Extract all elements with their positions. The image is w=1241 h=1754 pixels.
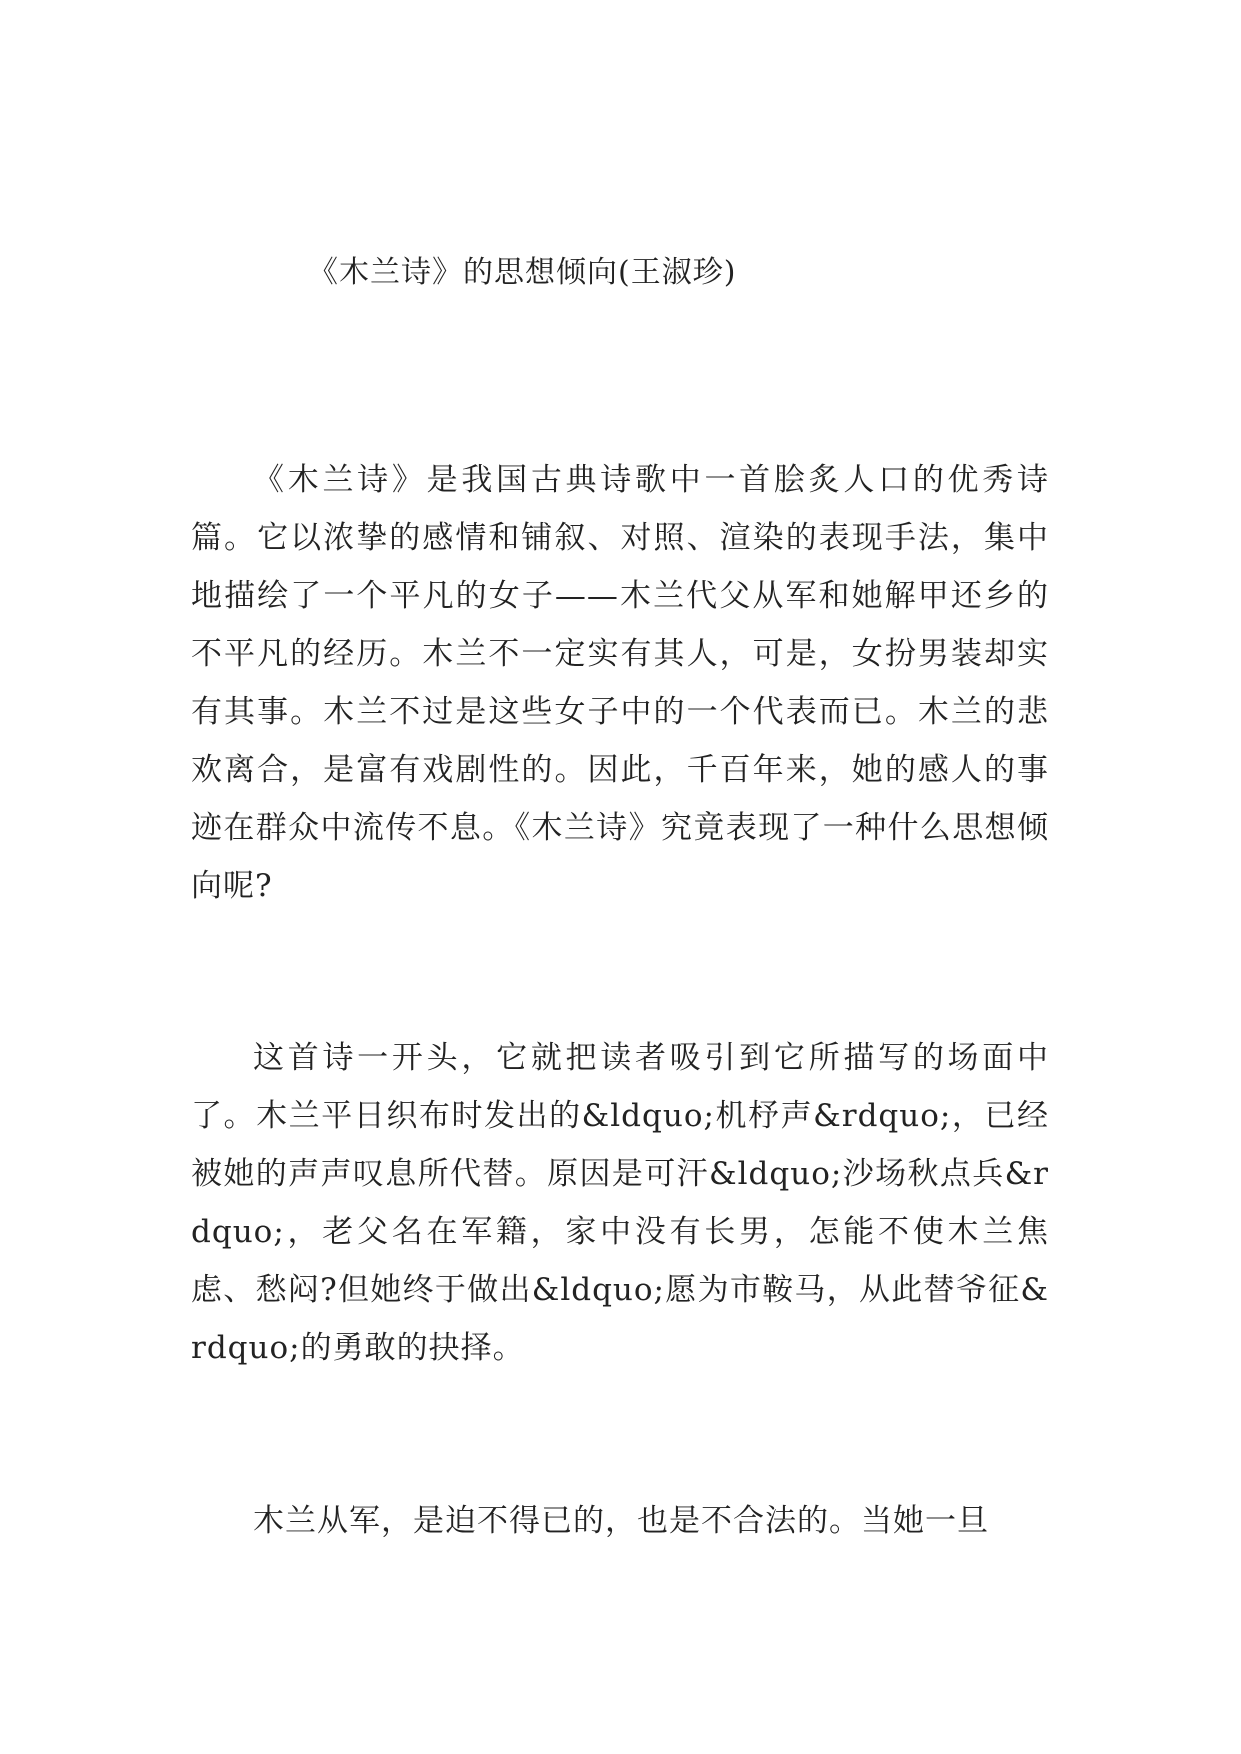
paragraph-intro: 《木兰诗》是我国古典诗歌中一首脍炙人口的优秀诗篇。它以浓挚的感情和铺叙、对照、渲染的表现手法，集中地描绘了一个平凡的女子——木兰代父从军和她解甲还乡的不平凡的经历。木兰不一定实有其人，可是，女扮男装却实有其事。木兰不过是这些女子中的一个代表而已。木兰的悲欢离合，是富有戏剧性的。因此，千百年来，她的感人的事迹在群众中流传不息。《木兰诗》究竟表现了一种什么思想倾向呢? [191, 462, 1049, 904]
paragraph-opening: 这首诗一开头，它就把读者吸引到它所描写的场面中了。木兰平日织布时发出的&ldquo;机杼声&rdquo;，已经被她的声声叹息所代替。原因是可汗&ldquo;沙场秋点兵&rdquo;，老父名在军籍，家中没有长男，怎能不使木兰焦虑、愁闷?但她终于做出&ldquo;愿为市鞍马，从此替爷征&rdquo;的勇敢的抉择。 [191, 1040, 1049, 1366]
document-title: 《木兰诗》的思想倾向(王淑珍) [308, 255, 737, 290]
paragraph-enlistment: 木兰从军，是迫不得已的，也是不合法的。当她一旦 [253, 1503, 989, 1539]
